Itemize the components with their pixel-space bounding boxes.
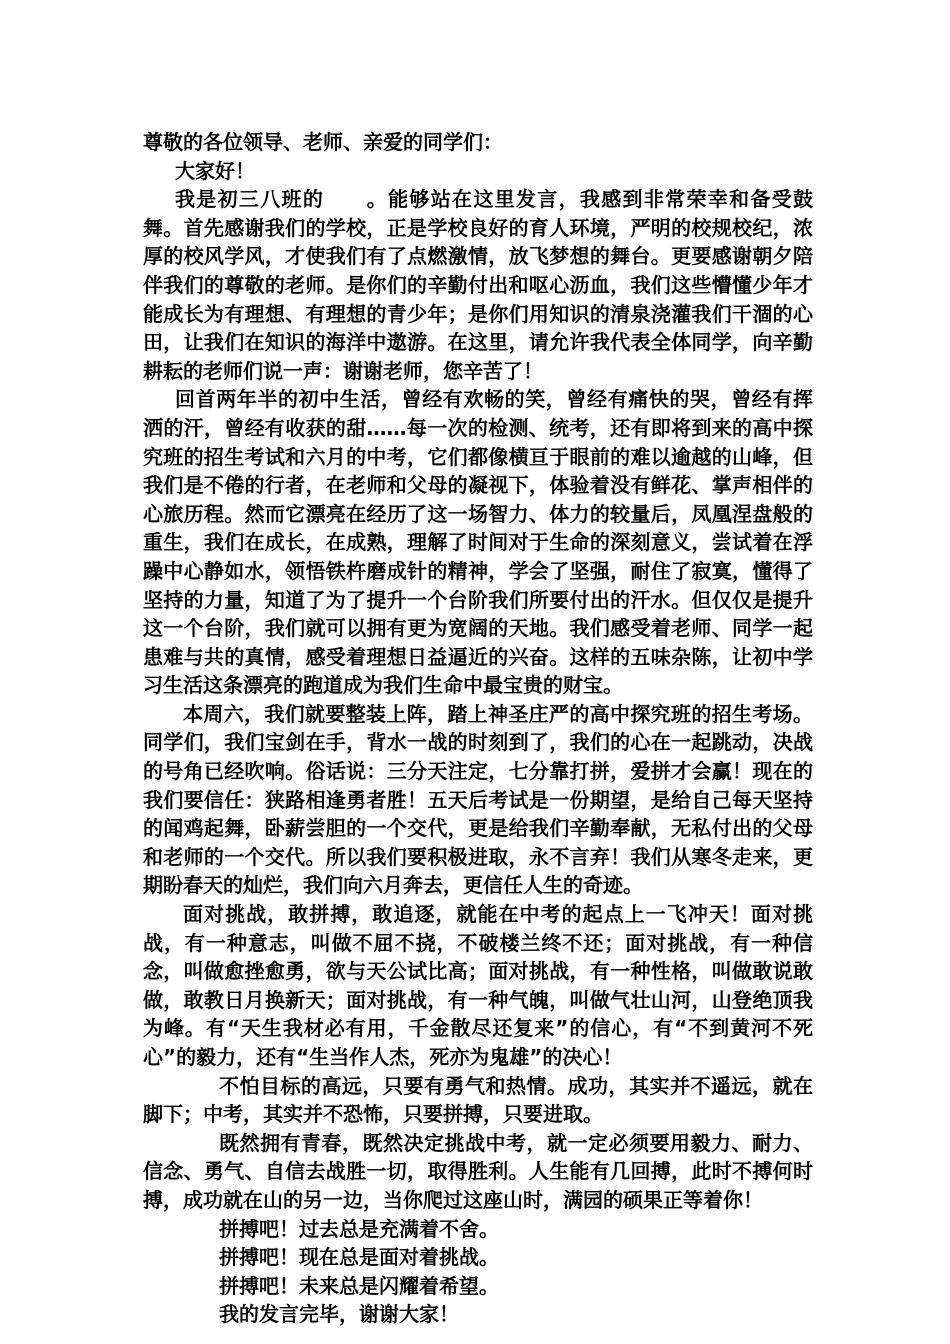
closing-line-future: 拼搏吧！未来总是闪耀着希望。	[219, 1273, 499, 1298]
paragraph-challenge: 面对挑战，敢拼搏，敢追逐，就能在中考的起点上一飞冲天！面对挑战，有一种意志，叫做不屈不挠，不破楼兰终不还；面对挑战，有一种信念，叫做愈挫愈勇，欲与天公试比高；面对挑战，有一种性格，叫做敢说敢做，敢教日月换新天；面对挑战，有一种气魄，叫做气壮山河，山登绝顶我为峰。有“天生我材必有用，千金散尽还复来”的信心，有“不到黄河不死心”的毅力，还有“生当作人杰，死亦为鬼雄”的决心！	[143, 902, 813, 1069]
paragraph-youth: 既然拥有青春，既然决定挑战中考，就一定必须要用毅力、耐力、信念、勇气、自信去战胜一切，取得胜利。人生能有几回搏，此时不搏何时搏，成功就在山的另一边，当你爬过这座山时，满园的硕果正等着你！	[143, 1130, 813, 1212]
salutation: 尊敬的各位领导、老师、亲爱的同学们：	[143, 130, 503, 154]
closing-line-thanks: 我的发言完毕，谢谢大家！	[219, 1302, 459, 1327]
paragraph-intro: 我是初三八班的 。能够站在这里发言，我感到非常荣幸和备受鼓舞。首先感谢我们的学校，正是学校良好的育人环境，严明的校规校纪，浓厚的校风学风，才使我们有了点燃激情，放飞梦想的舞台。更要感谢朝夕陪伴我们的尊敬的老师。是你们的辛勤付出和呕心沥血，我们这些懵懂少年才能成长为有理想、有理想的青少年；是你们用知识的清泉浇灌我们干涸的心田，让我们在知识的海洋中遨游。在这里，请允许我代表全体同学，向辛勤耕耘的老师们说一声：谢谢老师，您辛苦了！	[143, 187, 813, 383]
paragraph-exam: 本周六，我们就要整装上阵，踏上神圣庄严的高中探究班的招生考场。同学们，我们宝剑在手，背水一战的时刻到了，我们的心在一起跳动，决战的号角已经吹响。俗话说：三分天注定，七分靠打拼，爱拼才会赢！现在的我们要信任：狭路相逢勇者胜！五天后考试是一份期望，是给自己每天坚持的闻鸡起舞，卧薪尝胆的一个交代，更是给我们辛勤奉献，无私付出的父母和老师的一个交代。所以我们要积极进取，永不言弃！我们从寒冬走来，更期盼春天的灿烂，我们向六月奔去，更信任人生的奇迹。	[143, 701, 813, 898]
paragraph-goal: 不怕目标的高远，只要有勇气和热情。成功，其实并不遥远，就在脚下；中考，其实并不恐怖，只要拼搏，只要进取。	[143, 1073, 813, 1127]
speech-text	[143, 128, 813, 1329]
closing-line-present: 拼搏吧！现在总是面对着挑战。	[219, 1245, 499, 1270]
closing-line-past: 拼搏吧！过去总是充满着不舍。	[219, 1216, 499, 1241]
greeting: 大家好！	[175, 158, 255, 183]
paragraph-review: 回首两年半的初中生活，曾经有欢畅的笑，曾经有痛快的哭，曾经有挥洒的汗，曾经有收获的甜……每一次的检测、统考，还有即将到来的高中探究班的招生考试和六月的中考，它们都像横亘于眼前的难以逾越的山峰，但我们是不倦的行者，在老师和父母的凝视下，体验着没有鲜花、掌声相伴的心旅历程。然而它漂亮在经历了这一场智力、体力的较量后，凤凰涅盘般的重生，我们在成长，在成熟，理解了时间对于生命的深刻意义，尝试着在浮躁中心静如水，领悟铁杵磨成针的精神，学会了坚强，耐住了寂寞，懂得了坚持的力量，知道了为了提升一个台阶我们所要付出的汗水。但仅仅是提升这一个台阶，我们就可以拥有更为宽阔的天地。我们感受着老师、同学一起患难与共的真情，感受着理想日益逼近的兴奋。这样的五味杂陈，让初中学习生活这条漂亮的跑道成为我们生命中最宝贵的财宝。	[143, 387, 813, 698]
